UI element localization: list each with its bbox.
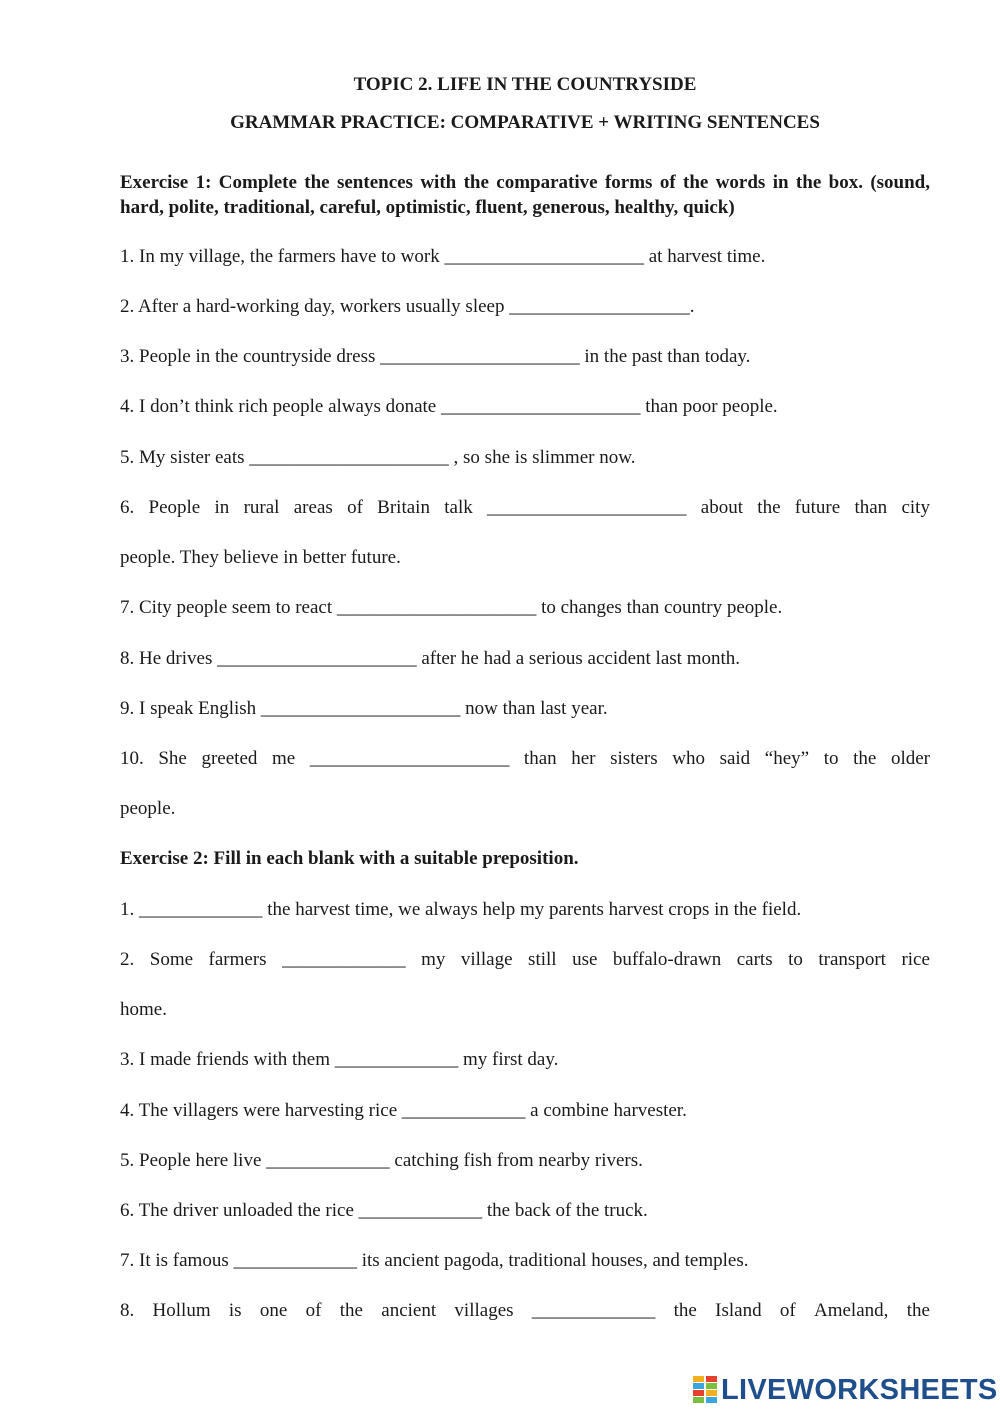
word: People — [148, 497, 201, 518]
word: Island — [715, 1300, 762, 1321]
word: _____________ — [282, 949, 406, 970]
word: 10. — [120, 748, 144, 769]
word: transport — [818, 949, 886, 970]
word: sisters — [610, 748, 658, 769]
word: village — [460, 949, 513, 970]
word: future — [794, 497, 841, 518]
word: villages — [454, 1300, 514, 1321]
word: carts — [736, 949, 773, 970]
exercise-1-item-2: 2. After a hard-working day, workers usually sleep ___________________. — [120, 296, 695, 317]
word: than — [523, 748, 557, 769]
word: older — [890, 748, 930, 769]
word: the — [339, 1300, 363, 1321]
exercise-2-item-6: 6. The driver unloaded the rice _____________ the back of the truck. — [120, 1200, 648, 1221]
word: about — [700, 497, 744, 518]
page-subtitle: GRAMMAR PRACTICE: COMPARATIVE + WRITING SENTENCES — [230, 112, 820, 133]
exercise-1-item-5: 5. My sister eats _____________________ , so she is slimmer now. — [120, 447, 636, 468]
exercise-2-item-2-continued: home. — [120, 999, 167, 1020]
word: in — [214, 497, 230, 518]
exercise-1-item-6-continued: people. They believe in better future. — [120, 547, 401, 568]
exercise-2-item-2 — [120, 948, 930, 972]
word: who — [672, 748, 705, 769]
word: one — [259, 1300, 288, 1321]
word: 2. — [120, 949, 135, 970]
exercise-2-heading: Exercise 2: Fill in each blank with a suitable preposition. — [120, 848, 579, 869]
exercise-1-item-1: 1. In my village, the farmers have to work _____________________ at harvest time. — [120, 246, 766, 267]
word: city — [901, 497, 930, 518]
word: the — [757, 497, 781, 518]
exercise-1-item-4: 4. I don’t think rich people always donate _____________________ than poor people. — [120, 396, 778, 417]
exercise-2-item-8 — [120, 1299, 930, 1323]
exercise-2-item-3: 3. I made friends with them _____________ my first day. — [120, 1049, 559, 1070]
word: the — [673, 1300, 697, 1321]
word: “hey” — [764, 748, 810, 769]
word: greeted — [201, 748, 258, 769]
word: Some — [149, 949, 194, 970]
word: areas — [293, 497, 333, 518]
liveworksheets-logo[interactable] — [693, 1373, 998, 1407]
liveworksheets-logo-icon — [693, 1376, 717, 1404]
word: Hollum — [152, 1300, 211, 1321]
word: than — [854, 497, 888, 518]
word: 6. — [120, 497, 135, 518]
word: the — [906, 1300, 930, 1321]
word: to — [788, 949, 803, 970]
exercise-2-item-7: 7. It is famous _____________ its ancient pagoda, traditional houses, and temples. — [120, 1250, 749, 1271]
word: of — [779, 1300, 796, 1321]
word: to — [823, 748, 839, 769]
word: of — [305, 1300, 322, 1321]
exercise-2-item-4: 4. The villagers were harvesting rice _____________ a combine harvester. — [120, 1100, 687, 1121]
exercise-1-heading: Exercise 1: Complete the sentences with the comparative forms of the words in the box. (sound, hard, polite, traditional, careful, optimistic, fluent, generous, healthy, quick) — [120, 172, 930, 218]
exercise-2-item-5: 5. People here live _____________ catching fish from nearby rivers. — [120, 1150, 643, 1171]
exercise-1-item-9: 9. I speak English _____________________ now than last year. — [120, 698, 608, 719]
exercise-1-item-10 — [120, 747, 930, 771]
word: buffalo-drawn — [612, 949, 722, 970]
word: still — [528, 949, 557, 970]
word: rice — [901, 949, 930, 970]
word: me — [271, 748, 296, 769]
liveworksheets-logo-text: LIVEWORKSHEETS — [721, 1374, 998, 1406]
word: rural — [243, 497, 280, 518]
word: She — [158, 748, 187, 769]
word: Ameland, — [814, 1300, 889, 1321]
word: her — [571, 748, 596, 769]
word: _____________ — [531, 1300, 656, 1321]
exercise-1-item-7: 7. City people seem to react _____________________ to changes than country people. — [120, 597, 783, 618]
word: my — [421, 949, 446, 970]
exercise-2-item-1: 1. _____________ the harvest time, we always help my parents harvest crops in the field. — [120, 899, 802, 920]
word: of — [347, 497, 363, 518]
word: said — [719, 748, 751, 769]
word: Britain — [377, 497, 430, 518]
word: _____________________ — [309, 748, 510, 769]
exercise-1-item-8: 8. He drives _____________________ after he had a serious accident last month. — [120, 648, 740, 669]
word: talk — [444, 497, 473, 518]
word: is — [228, 1300, 242, 1321]
exercise-1-item-3: 3. People in the countryside dress _____________________ in the past than today. — [120, 346, 751, 367]
word: use — [572, 949, 598, 970]
word: the — [853, 748, 877, 769]
word: ancient — [381, 1300, 437, 1321]
exercise-1-item-10-continued: people. — [120, 798, 176, 819]
word: _____________________ — [487, 497, 687, 518]
word: farmers — [208, 949, 267, 970]
page-title: TOPIC 2. LIFE IN THE COUNTRYSIDE — [353, 74, 697, 95]
word: 8. — [120, 1300, 135, 1321]
exercise-1-item-6 — [120, 496, 930, 520]
